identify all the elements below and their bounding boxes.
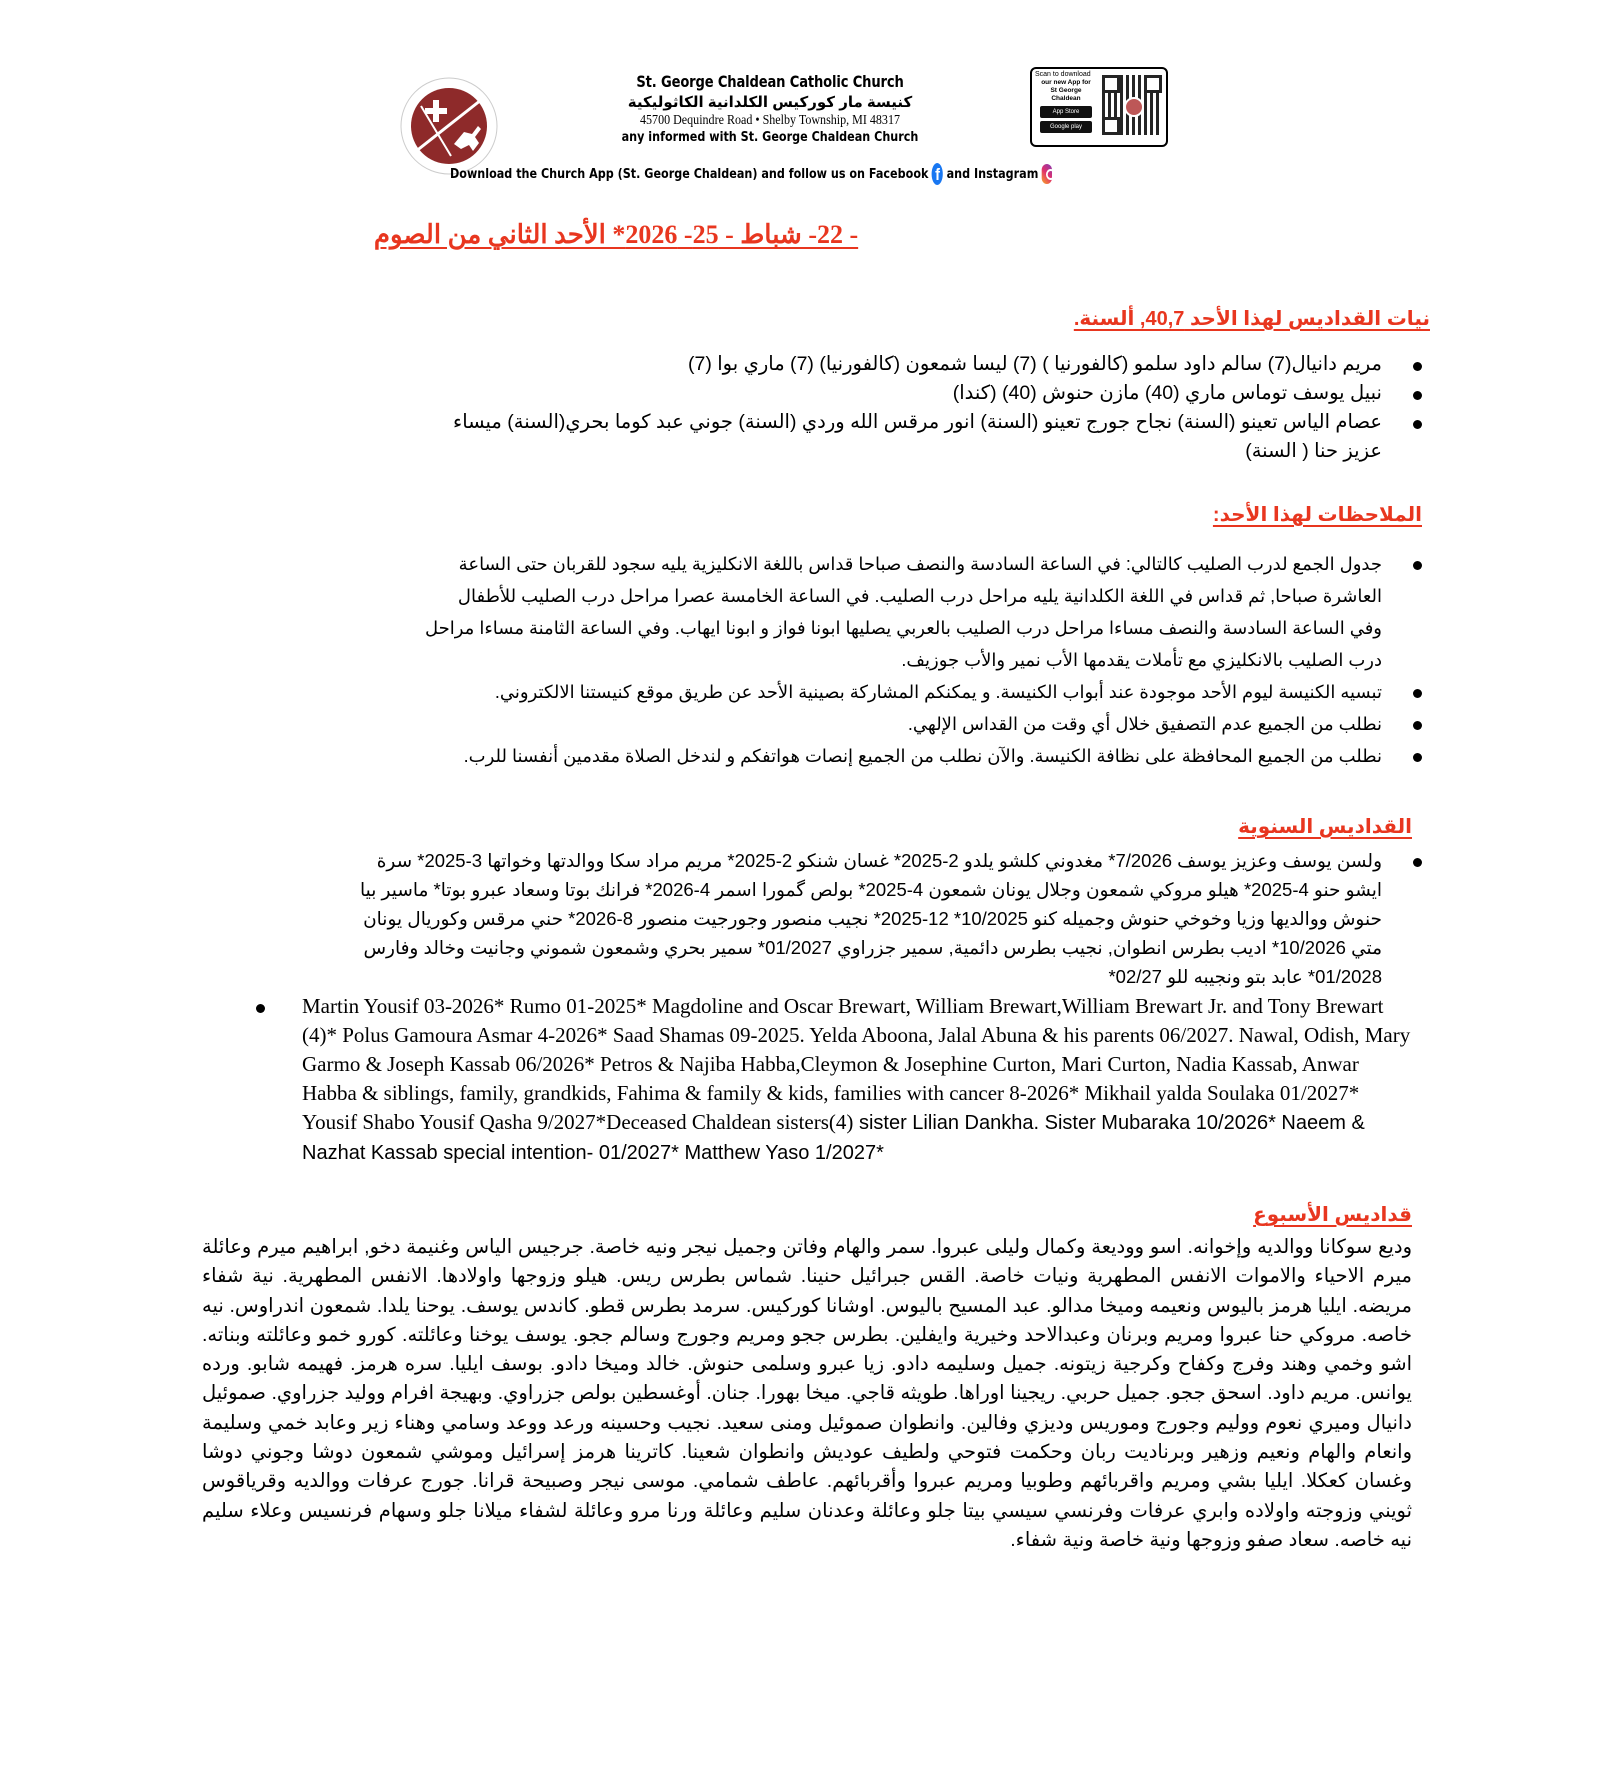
notes-list xyxy=(425,548,1430,772)
google-play-badge[interactable]: Google play xyxy=(1040,121,1092,133)
intentions-list xyxy=(430,350,1430,466)
weekly-masses-text: وديع سوكانا ووالديه وإخوانه. اسو ووديعة وكمال وليلى عبروا. سمر والهام وفاتن وجميل نيجر ونيه خاصة. جرجيس الياس وغنيمة دخو, ابراهيم ميرم وعائلة ميرم الاحياء والاموات الانفس المطهرية ونيات خاصة. القس جبرائيل حنينا. شماس بطرس ريس. هيلو وزوجها واولادها. الانفس المطهرية. نية شفاء مريضه. ايليا هرمز باليوس ونعيمه وميخا مدالو. عبد المسيح باليوس. اوشانا كوركيس. سرمد بطرس قطو. كاندس يوسف. يوحنا يلدا. شمعون اندراوس. نيه خاصه. مروكي حنا عبروا ومريم وبرنان وعبدالاحد وخيرية وايفلين. بطرس ججو ومريم وجورج وسالم ججو. يوسف يوخنا وعائلته. كورو خمو وعائلته وبناته. اشو وخمي وهند وفرج وكفاح وكرجية زيتونه. جميل وسليمه دادو. زيا عبرو وسلمى حنوش. خالد وميخا دادو. بوسف ايليا. سره هرمز. فهيمه شابو. ورده يوانس. مريم داود. اسحق ججو. جميل حربي. ريجينا اوراها. طويثه قاجي. ميخا بهورا. جنان. أوغسطين بولص جزراوي. وبهيجة افرام ووليد جزراوي. صموئيل دانيال وميري نعوم ووليم وجورج وموريس وديزي وفالين. وانطوان صموئيل ومنى سعيد. نجيب وحسينه ورعد ووعد وسامي وهناء زير وعابد خمي وسليمة وانعام والهام ونعيم وزهير وبرناديت ربان وحكمت فتوحي ولطيف عوديش وانطوان شعينا. كاترينا هرمز إسرائيل وموشي شمعون دوشا وجوني دوشا وغسان كعكلا. ايليا بشي ومريم واقربائهم وطوبيا ومريم عبروا وأقربائهم. عاطف شمامي. موسى نيجر وصبيحة قرانا. جورج عرفات ووالديه وقرياقوس ثويني وزوجته واولاده وابري عرفات وفرنسي سيسي بيتا جلو وعائلة وعدنان سليم وعائلة ورنا مرو وعائلة لشفاء ميلانا جلو وسهام فرنسيس وعلاء سليم نيه خاصه. سعاد صفو وزوجها ونية خاصة ونية شفاء. xyxy=(202,1236,1413,1551)
english-intentions-sans: sister Lilian Dankha. Sister Mubaraka 10/2026* Naeem & Nazhat Kassab special intention- 01/2027* Matthew Yaso 1/2027* xyxy=(302,1112,1365,1164)
list-item: تبسيه الكنيسة ليوم الأحد موجودة عند أبواب الكنيسة. و يمكنكم المشاركة بصينية الأحد عن طريق موقع كنيستنا الالكتروني. xyxy=(425,676,1430,708)
qr-card-text xyxy=(1035,71,1097,133)
download-app-line xyxy=(450,163,1052,185)
list-item: عصام الياس تعينو (السنة) نجاح جورج تعينو (السنة) انور مرقس الله وردي (السنة) جوني عبد كوما بحري(السنة) ميساء عزيز حنا ( السنة) xyxy=(430,408,1430,466)
list-item: نبيل يوسف توماس ماري (40) مازن حنوش (40) (كندا) xyxy=(430,379,1430,408)
list-item: جدول الجمع لدرب الصليب كالتالي: في الساعة السادسة والنصف صباحا قداس باللغة الانكليزية يليه سجود للقربان حتى الساعة العاشرة صباحا, ثم قداس في اللغة الكلدانية يليه مراحل درب الصليب. في الساعة الخامسة عصرا مراحل درب الصليب للأطفال وفي الساعة السادسة والنصف مساءا مراحل درب الصليب بالعربي يصليها ابونا فواز و ابونا ايهاب. وفي الساعة الثامنة مساءا مراحل درب الصليب بالانكليزي مع تأملات يقدمها الأب نمير والأب جوزيف. xyxy=(425,548,1430,676)
annual-masses-english-list xyxy=(226,992,1416,1168)
annual-masses-heading: القداديس السنوية xyxy=(1238,816,1412,838)
app-download-qr-card xyxy=(1030,67,1168,147)
church-address: 45700 Dequindre Road • Shelby Township, MI 48317 xyxy=(640,113,900,128)
app-store-badge[interactable]: App Store xyxy=(1040,106,1092,118)
scan-text: Scan to download xyxy=(1035,71,1091,78)
notes-heading: الملاحظات لهذا الأحد: xyxy=(1212,504,1422,526)
list-item: نطلب من الجميع المحافظة على نظافة الكنيسة. والآن نطلب من الجميع إنصات هواتفكم و لندخل الصلاة مقدمين أنفسنا للرب. xyxy=(425,740,1430,772)
english-intentions-serif: Martin Yousif 03-2026* Rumo 01-2025* Magdoline and Oscar Brewart, William Brewart,William Brewart Jr. and Tony Brewart (4)* Polus Gamoura Asmar 4-2026* Saad Shamas 09-2025. Yelda Aboona, Jalal Abuna & his parents 06/2027. Nawal, Odish, Mary Garmo & Joseph Kassab 06/2026* Petros & Najiba Habba,Cleymon & Josephine Curton, Mari Curton, Nadia Kassab, Anwar Habba & siblings, family, grandkids, Fahima & family & kids, families with cancer 8-2026* Mikhail yalda Soulaka 01/2027* Yousif Shabo Yousif Qasha 9/2027*Deceased Chaldean sisters(4) xyxy=(302,994,1411,1134)
instagram-icon[interactable] xyxy=(1042,164,1052,184)
weekly-masses-heading: قداديس الأسبوع xyxy=(1253,1204,1412,1226)
qr-code-icon xyxy=(1102,75,1162,135)
instagram-text: and Instagram xyxy=(946,166,1039,182)
facebook-icon[interactable]: f xyxy=(932,163,943,185)
annual-masses-list xyxy=(352,846,1430,991)
list-item: ولسن يوسف وعزيز يوسف 7/2026* مغدوني كلشو يلدو 2-2025* غسان شنكو 2-2025* مريم مراد سكا ووالدتها وخواتها 3-2025* سرة ايشو حنو 4-2025* هيلو مروكي شمعون وجلال يونان شمعون 4-2025* بولص گمورا اسمر 4-2026* فرانك بوتا وسعاد عبرو بوتا* ماسير بيا حنوش ووالديها وزيا وخوخي حنوش وجميله كنو 10/2025* 12-2025* نجيب منصور وجورجيت منصور 8-2026* حني مرقس وكوريال يونان متي 10/2026* اديب بطرس انطوان, نجيب بطرس دائمية, سمير جزراوي 01/2027* سمير بحري وشمعون شموني وجانيت وخالد وفارس 01/2028* عابد بتو ونجيبه للو 02/27* xyxy=(352,846,1430,991)
list-item xyxy=(226,992,1416,1168)
page-title: - 22- شباط - 25- 2026* الأحد الثاني من الصوم xyxy=(373,220,859,249)
list-item: مريم دانيال(7) سالم داود سلمو (كالفورنيا ) (7) ليسا شمعون (كالفورنيا) (7) ماري بوا (7) xyxy=(430,350,1430,379)
church-letterhead xyxy=(395,62,1175,192)
informed-line: any informed with St. George Chaldean Church xyxy=(621,130,919,145)
intentions-heading: نيات القداديس لهذا الأحد 40,7, ألسنة. xyxy=(1073,308,1430,330)
letterhead-text xyxy=(510,72,1030,145)
download-text: Download the Church App (St. George Chaldean) and follow us on Facebook xyxy=(450,166,929,182)
church-name-arabic: كنيسة مار كوركيس الكلدانية الكاثوليكية xyxy=(627,94,913,111)
church-seal-logo xyxy=(399,76,499,176)
list-item: نطلب من الجميع عدم التصفيق خلال أي وقت من القداس الإلهي. xyxy=(425,708,1430,740)
app-text-1: our new App for xyxy=(1041,79,1091,86)
church-name-english: St. George Chaldean Catholic Church xyxy=(636,72,904,91)
app-text-2: St George Chaldean xyxy=(1050,87,1082,102)
